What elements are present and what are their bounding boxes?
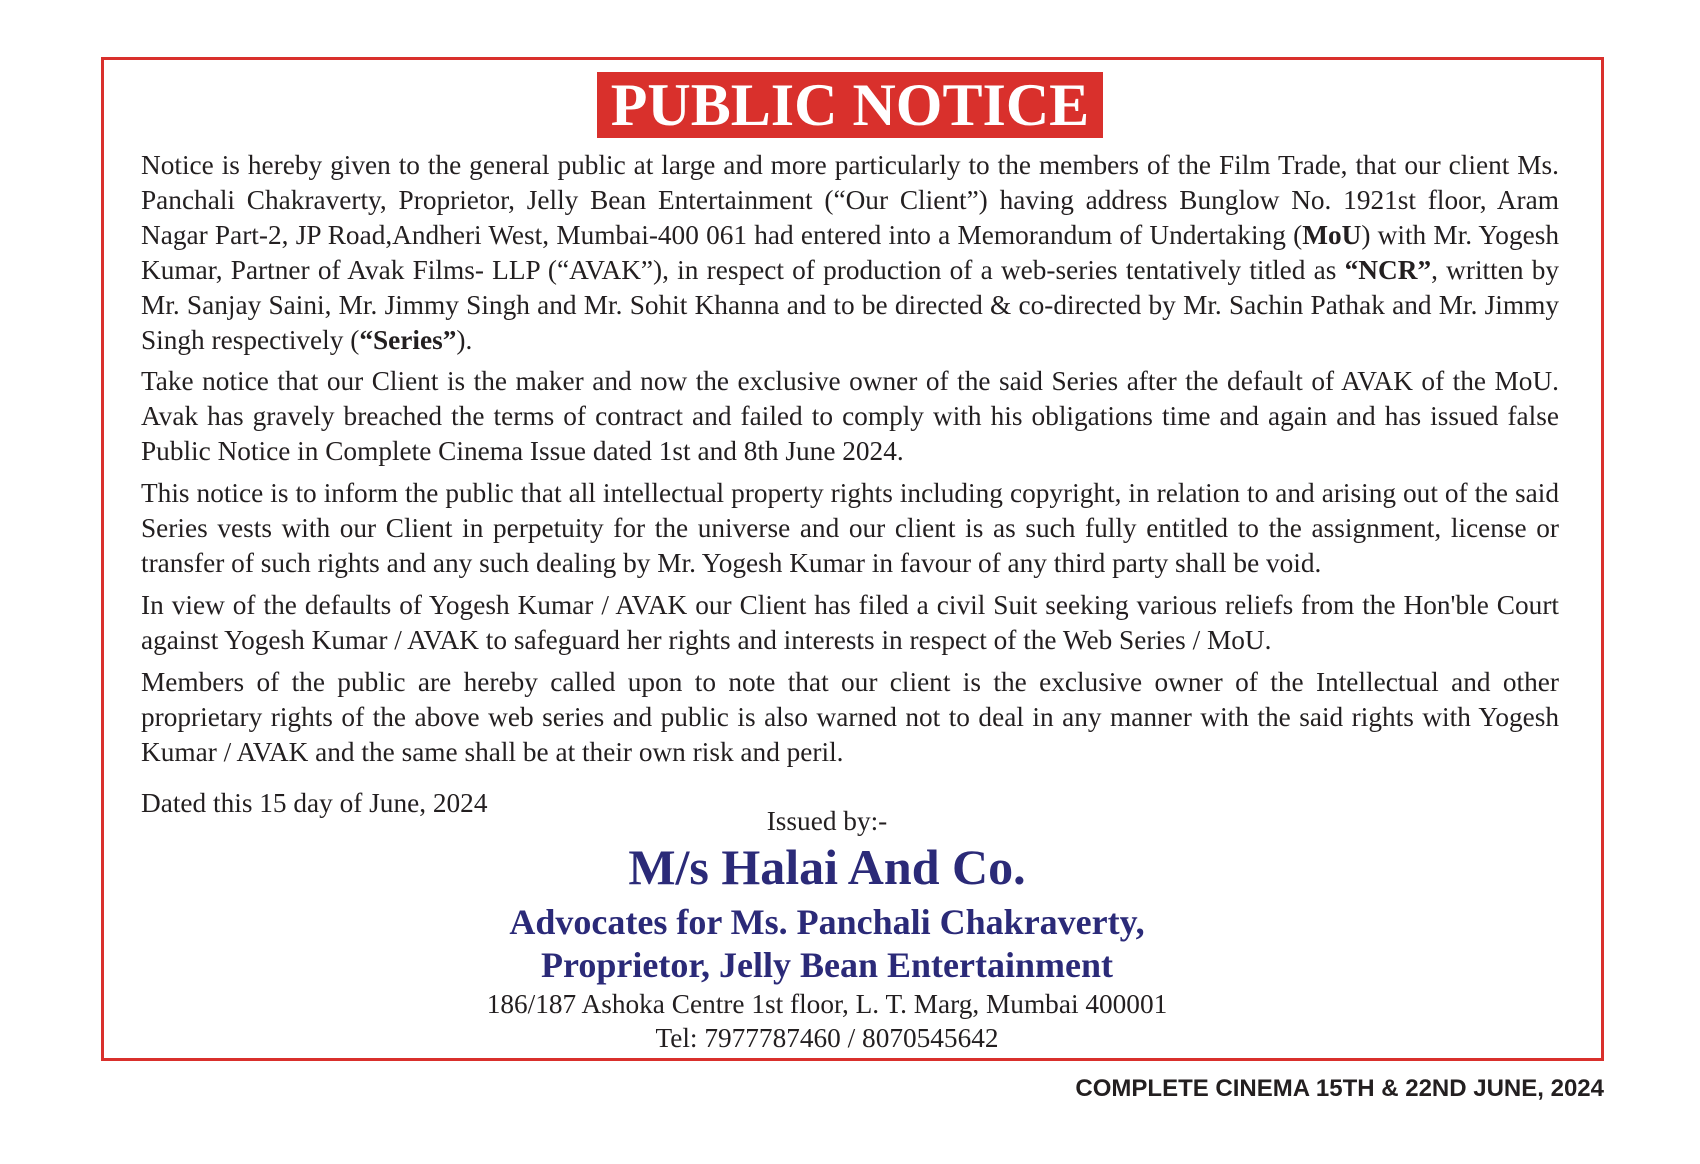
paragraph-1-bold-series: “Series” [359,324,457,355]
paragraph-1-bold-ncr: “NCR” [1344,254,1432,285]
paragraph-1 [141,148,1559,357]
paragraph-1-text-b: ) with Mr. Yogesh Kumar, Partner of Avak Films- LLP (“AVAK”), in respect of production of a web-series tentatively titled as [141,219,1559,285]
dated-line: Dated this 15 day of June, 2024 [141,788,488,818]
paragraph-1-text-d: ). [456,324,473,355]
issuer-telephone: Tel: 7977787460 / 8070545642 [655,1023,999,1053]
advocates-line-1: Advocates for Ms. Panchali Chakraverty, [509,902,1145,942]
paragraph-5: Members of the public are hereby called upon to note that our client is the exclusive owner of the Intellectual and other proprietary rights of the above web series and public is also warned not to deal in any manner with the said rights with Yogesh Kumar / AVAK and the same shall be at their own risk and peril. [141,666,1559,767]
public-notice-title: PUBLIC NOTICE [597,72,1103,138]
paragraph-1-text-c: , written by Mr. Sanjay Saini, Mr. Jimmy Singh and Mr. Sohit Khanna and to be directed & co-directed by Mr. Sachin Pathak and Mr. Jimmy Singh respectively ( [141,254,1559,355]
paragraph-2: Take notice that our Client is the maker and now the exclusive owner of the said Series after the default of AVAK of the MoU. Avak has gravely breached the terms of contract and failed to comply with his obligations time and again and has issued false Public Notice in Complete Cinema Issue dated 1st and 8th June 2024. [141,366,1559,467]
paragraph-3: This notice is to inform the public that all intellectual property rights including copyright, in relation to and arising out of the said Series vests with our Client in perpetuity for the universe and our client is as such fully entitled to the assignment, license or transfer of such rights and any such dealing by Mr. Yogesh Kumar in favour of any third party shall be void. [141,478,1559,578]
paragraph-4: In view of the defaults of Yogesh Kumar / AVAK our Client has filed a civil Suit seeking various reliefs from the Hon'ble Court against Yogesh Kumar / AVAK to safeguard her rights and interests in respect of the Web Series / MoU. [141,589,1559,655]
paragraph-1-bold-mou: MoU [1302,219,1362,250]
title-wrap [0,72,1700,138]
paragraph-1-text-a: Notice is hereby given to the general public at large and more particularly to the members of the Film Trade, that our client Ms. Panchali Chakraverty, Proprietor, Jelly Bean Entertainment (“Our Client”) having address Bunglow No. 1921st floor, Aram Nagar Part-2, JP Road,Andheri West, Mumbai-400 061 had entered into a Memorandum of Undertaking ( [141,150,1559,250]
issuer-address: 186/187 Ashoka Centre 1st floor, L. T. Marg, Mumbai 400001 [486,989,1168,1019]
publication-footer: COMPLETE CINEMA 15TH & 22ND JUNE, 2024 [1075,1075,1604,1102]
advocates-line-2: Proprietor, Jelly Bean Entertainment [541,945,1113,985]
firm-name: M/s Halai And Co. [628,839,1026,895]
notice-body [141,148,1559,776]
issued-by-label: Issued by:- [766,806,888,836]
